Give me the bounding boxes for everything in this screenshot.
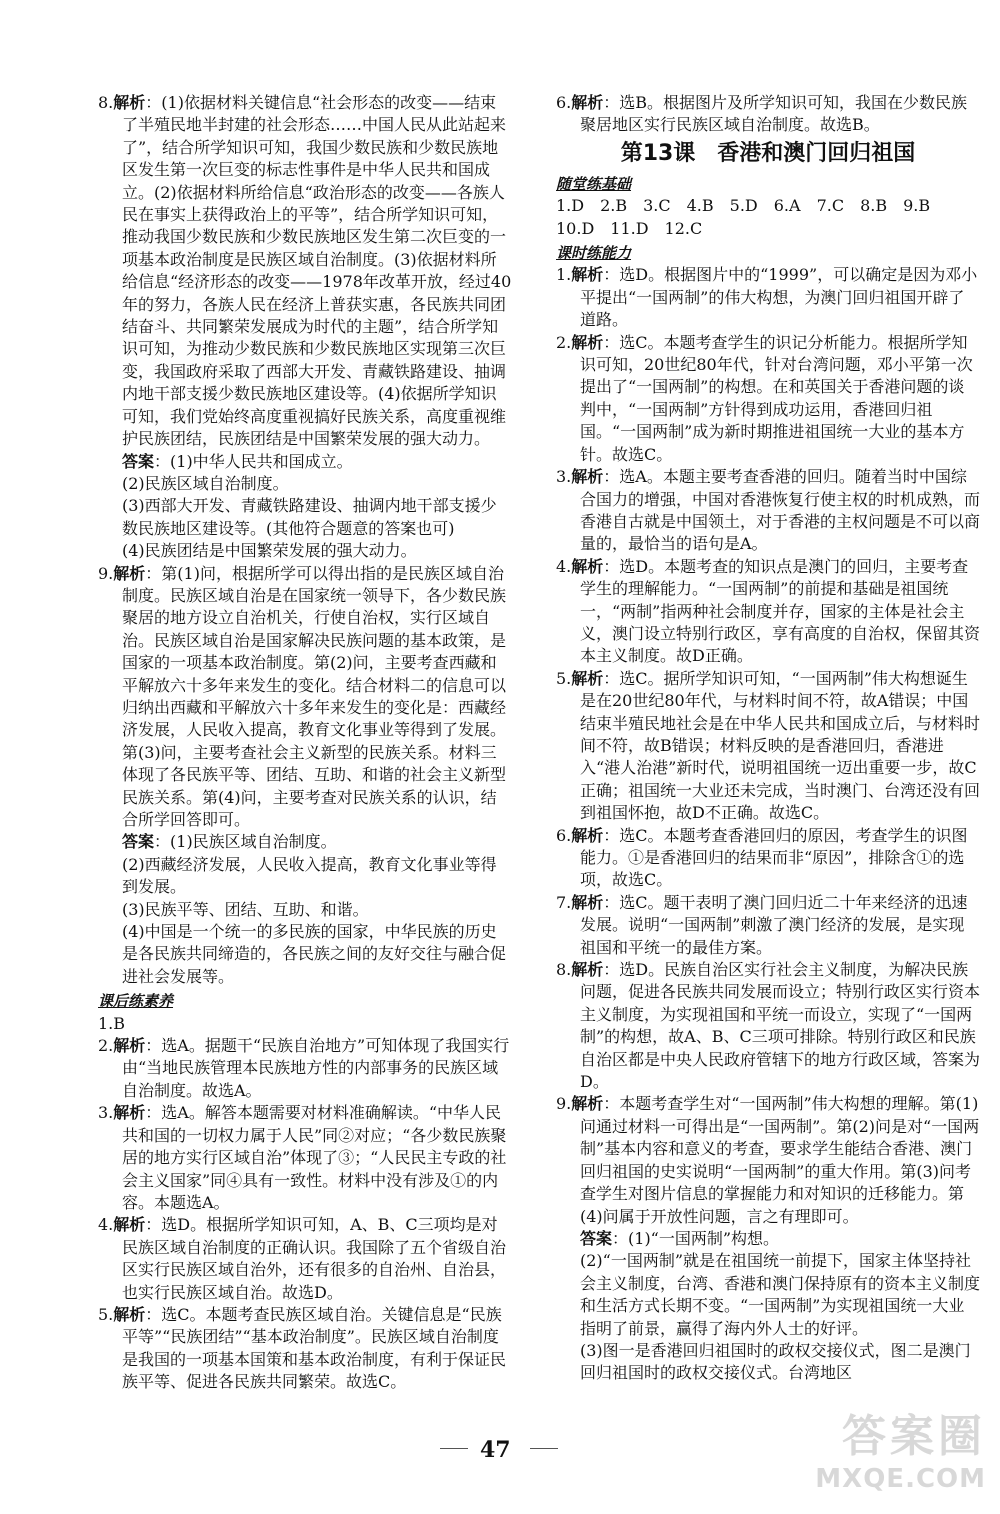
analysis-text: ：选C。题干表明了澳门回归近二十年来经济的迅速发展。说明“一国两制”刺激了澳门经济的发展，是实现祖国和平统一的最佳方案。 xyxy=(580,892,968,957)
answer-text: (4)中国是一个统一的多民族的国家，中华民族的历史是各民族共同缔造的，各民族之间的友好交往与融合促进社会发展等。 xyxy=(122,922,507,986)
watermark-url: MXQE.COM xyxy=(815,1464,986,1494)
analysis-label: 解析 xyxy=(113,1304,146,1324)
analysis-text: ：(1)依据材料关键信息“社会形态的改变——结束了半殖民地半封建的社会形态……中国人民从此站起来了”，结合所学知识可知，我国少数民族和少数民族地区发生第一次巨变的标志性事件是中华人民共和国成立。(2)依据材料所给信息“政治形态的改变——各族人民在事实上获得政治上的平等”，结合所学知识可知，推动我国少数民族和少数民族地区发生第二次巨变的一项基本政治制度是民族区域自治制度。(3)依据材料所给信息“经济形态的改变——1978年改革开放，经过40年的努力，各族人民在经济上普获实惠，各民族共同团结奋斗、共同繁荣发展成为时代的主题”，结合所学知识可知，为推动少数民族和少数民族地区实现第三次巨变，我国政府采取了西部大开发、青藏铁路建设、抽调内地干部支援少数民族地区建设等。(4)依据所学知识可知，我们党始终高度重视搞好民族关系，高度重视维护民族团结，民族团结是中国繁荣发展的强大动力。 xyxy=(122,93,512,449)
question-8-answer xyxy=(98,451,512,473)
analysis-label: 解析 xyxy=(113,1103,146,1123)
right-answer-8 xyxy=(556,959,980,1093)
question-number: 2. xyxy=(98,1036,114,1056)
analysis-label: 解析 xyxy=(571,960,604,980)
analysis-text: ：选D。民族自治区实行社会主义制度，为解决民族问题，促进各民族共同发展而设立；特别行政区实行资本主义制度，为实现祖国和平统一而设立，实现了“一国两制”的构想，故A、B、C三项可排除。特别行政区和民族自治区都是中央人民政府管辖下的地方行政区域，答案为D。 xyxy=(580,960,981,1092)
analysis-label: 解析 xyxy=(113,1036,146,1056)
watermark xyxy=(815,1400,986,1494)
right-answer-3 xyxy=(556,466,980,556)
analysis-label: 解析 xyxy=(113,1215,146,1235)
page-number-rule-left xyxy=(440,1448,468,1449)
answer-1: 1.B xyxy=(98,1013,126,1033)
question-number: 2. xyxy=(556,332,572,352)
analysis-text: ：选D。根据图片中的“1999”，可以确定是因为邓小平提出“一国两制”的伟大构想，为澳门回归祖国开辟了道路。 xyxy=(580,265,978,330)
analysis-text: ：选C。据所学知识可知，“一国两制”伟大构想诞生是在20世纪80年代，与材料时间不符，故A错误；中国结束半殖民地社会是在中华人民共和国成立后，与材料时间不符，故B错误；材料反映的是香港回归，香港进入“港人治港”新时代，说明祖国统一迈出重要一步，故C正确；祖国统一大业还未完成，当时澳门、台湾还没有回到祖国怀抱，故D不正确。故选C。 xyxy=(580,668,981,823)
left-column xyxy=(98,92,512,1394)
question-number: 6. xyxy=(556,825,572,845)
analysis-text: ：选A。据题干“民族自治地方”可知体现了我国实行由“当地民族管理本民族地方性的内部事务的民族区域自治制度。故选A。 xyxy=(122,1036,510,1100)
answer-5-analysis xyxy=(98,1304,512,1394)
question-9-answer xyxy=(98,831,512,853)
analysis-text: ：选C。本题考查香港回归的原因，考查学生的识图能力。①是香港回归的结果而非“原因”，排除含①的选项，故选C。 xyxy=(580,825,968,890)
question-6-analysis xyxy=(556,92,980,137)
right-answer-4 xyxy=(556,556,980,668)
lesson-title: 第13课 香港和澳门回归祖国 xyxy=(620,140,916,166)
analysis-label: 解析 xyxy=(571,556,604,576)
analysis-label: 解析 xyxy=(571,93,604,112)
question-number: 7. xyxy=(556,892,572,912)
question-number: 4. xyxy=(556,556,572,576)
question-number: 6. xyxy=(556,93,572,112)
right-answer-5 xyxy=(556,668,980,825)
analysis-text: ：选B。根据图片及所学知识可知，我国在少数民族聚居地区实行民族区域自治制度。故选B。 xyxy=(580,93,968,135)
answer-text: (2)民族区域自治制度。 xyxy=(122,473,289,493)
analysis-label: 解析 xyxy=(571,825,604,845)
answer-label: 答案 xyxy=(580,1228,613,1248)
section-heading-ability: 课时练能力 xyxy=(556,244,632,263)
answer-text: (2)西藏经济发展，人民收入提高，教育文化事业等得到发展。 xyxy=(122,854,497,897)
page-number: 47 xyxy=(480,1437,511,1463)
analysis-label: 解析 xyxy=(571,265,604,285)
analysis-label: 解析 xyxy=(571,1094,604,1114)
question-number: 8. xyxy=(98,93,114,112)
answer-3-analysis xyxy=(98,1102,512,1214)
answer-text: (3)西部大开发、青藏铁路建设、抽调内地干部支援少数民族地区建设等。(其他符合题意的答案也可) xyxy=(122,496,497,538)
analysis-label: 解析 xyxy=(113,563,146,583)
question-8-analysis xyxy=(98,92,512,451)
right-column xyxy=(556,92,980,1385)
analysis-label: 解析 xyxy=(113,93,146,112)
answer-label: 答案 xyxy=(122,832,155,852)
right-answer-2 xyxy=(556,332,980,466)
analysis-text: ：选C。本题考查民族区域自治。关键信息是“民族平等”“民族团结”“基本政治制度”。民族区域自治制度是我国的一项基本国策和基本政治制度，有利于保证民族平等、促进各民族共同繁荣。故选C。 xyxy=(122,1304,507,1392)
right-answer-1 xyxy=(556,264,980,331)
right-answer-7 xyxy=(556,892,980,959)
answer-key-line: 1.D 2.B 3.C 4.B 5.D 6.A 7.C 8.B 9.B xyxy=(556,196,931,216)
analysis-label: 解析 xyxy=(571,332,604,352)
analysis-text: ：第(1)问，根据所学可以得出指的是民族区域自治制度。民族区域自治是在国家统一领导下，各少数民族聚居的地方设立自治机关，行使自治权，实行区域自治。民族区域自治是国家解决民族问题的基本政策，是国家的一项基本政治制度。第(2)问，主要考查西藏和平解放六十多年来发生的变化。结合材料二的信息可以归纳出西藏和平解放六十多年来发生的变化是：西藏经济发展，人民收入提高，教育文化事业等得到了发展。第(3)问，主要考查社会主义新型的民族关系。材料三体现了各民族平等、团结、互助、和谐的社会主义新型民族关系。第(4)问，主要考查对民族关系的认识，结合所学回答即可。 xyxy=(122,563,507,829)
answer-text: ：(1)“一国两制”构想。 xyxy=(612,1228,780,1248)
answer-text: ：(1)民族区域自治制度。 xyxy=(154,832,337,852)
watermark-logo: 答案圈 xyxy=(842,1411,986,1462)
question-number: 4. xyxy=(98,1215,114,1235)
analysis-label: 解析 xyxy=(571,668,604,688)
section-heading-basic: 随堂练基础 xyxy=(556,174,632,193)
right-answer-9 xyxy=(556,1093,980,1227)
right-answer-6 xyxy=(556,825,980,892)
question-9-analysis xyxy=(98,563,512,832)
analysis-text: ：本题考查学生对“一国两制”伟大构想的理解。第(1)问通过材料一可得出是“一国两制”。第(2)问是对“一国两制”基本内容和意义的考查，要求学生能结合香港、澳门回归祖国的史实说明“一国两制”的重大作用。第(3)问考查学生对图片信息的掌握能力和对知识的迁移能力。第(4)问属于开放性问题，言之有理即可。 xyxy=(580,1094,980,1226)
question-number: 5. xyxy=(556,668,572,688)
answer-key-line: 10.D 11.D 12.C xyxy=(556,218,703,238)
question-number: 3. xyxy=(556,467,572,487)
answer-text: (3)图一是香港回归祖国时的政权交接仪式，图二是澳门回归祖国时的政权交接仪式。台湾地区 xyxy=(580,1340,971,1383)
answer-text: ：(1)中华人民共和国成立。 xyxy=(154,451,353,471)
section-heading-after-class: 课后练素养 xyxy=(98,992,174,1011)
analysis-label: 解析 xyxy=(571,892,604,912)
answer-2-analysis xyxy=(98,1035,512,1102)
question-number: 9. xyxy=(98,563,114,583)
question-number: 1. xyxy=(556,265,572,285)
analysis-text: ：选D。根据所学知识可知，A、B、C三项均是对民族区域自治制度的正确认识。我国除了五个省级自治区实行民族区域自治外，还有很多的自治州、自治县，也实行民族区域自治。故选D。 xyxy=(122,1215,507,1302)
analysis-text: ：选A。解答本题需要对材料准确解读。“中华人民共和国的一切权力属于人民”同②对应；“各少数民族聚居的地方实行区域自治”体现了③；“人民民主专政的社会主义国家”同④具有一致性。材料中没有涉及①的内容。本题选A。 xyxy=(122,1103,507,1212)
question-number: 5. xyxy=(98,1304,114,1324)
analysis-text: ：选A。本题主要考查香港的回归。随着当时中国综合国力的增强，中国对香港恢复行使主权的时机成熟，而香港自古就是中国领土，对于香港的主权问题是不可以商量的，最恰当的语句是A。 xyxy=(580,467,981,554)
answer-text: (3)民族平等、团结、互助、和谐。 xyxy=(122,899,369,919)
answer-label: 答案 xyxy=(122,451,155,471)
answer-text: (2)“一国两制”就是在祖国统一前提下，国家主体坚持社会主义制度，台湾、香港和澳门保持原有的资本主义制度和生活方式长期不变。“一国两制”为实现祖国统一大业指明了前景，赢得了海内外人士的好评。 xyxy=(580,1251,981,1338)
analysis-label: 解析 xyxy=(571,467,604,487)
question-number: 9. xyxy=(556,1094,572,1114)
right-answer-9-answer xyxy=(556,1228,980,1250)
answer-4-analysis xyxy=(98,1214,512,1304)
answer-text: (4)民族团结是中国繁荣发展的强大动力。 xyxy=(122,541,417,561)
analysis-text: ：选C。本题考查学生的识记分析能力。根据所学知识可知，20世纪80年代，针对台湾问题，邓小平第一次提出了“一国两制”的构想。在和英国关于香港问题的谈判中，“一国两制”方针得到成功运用，香港回归祖国。“一国两制”成为新时期推进祖国统一大业的基本方针。故选C。 xyxy=(580,332,973,464)
analysis-text: ：选D。本题考查的知识点是澳门的回归，主要考查学生的理解能力。“一国两制”的前提和基础是祖国统一，“两制”指两种社会制度并存，国家的主体是社会主义，澳门设立特别行政区，享有高度的自治权，保留其资本主义制度。故D正确。 xyxy=(580,556,981,666)
question-number: 3. xyxy=(98,1103,114,1123)
question-number: 8. xyxy=(556,960,572,980)
page-number-rule-right xyxy=(530,1448,558,1449)
